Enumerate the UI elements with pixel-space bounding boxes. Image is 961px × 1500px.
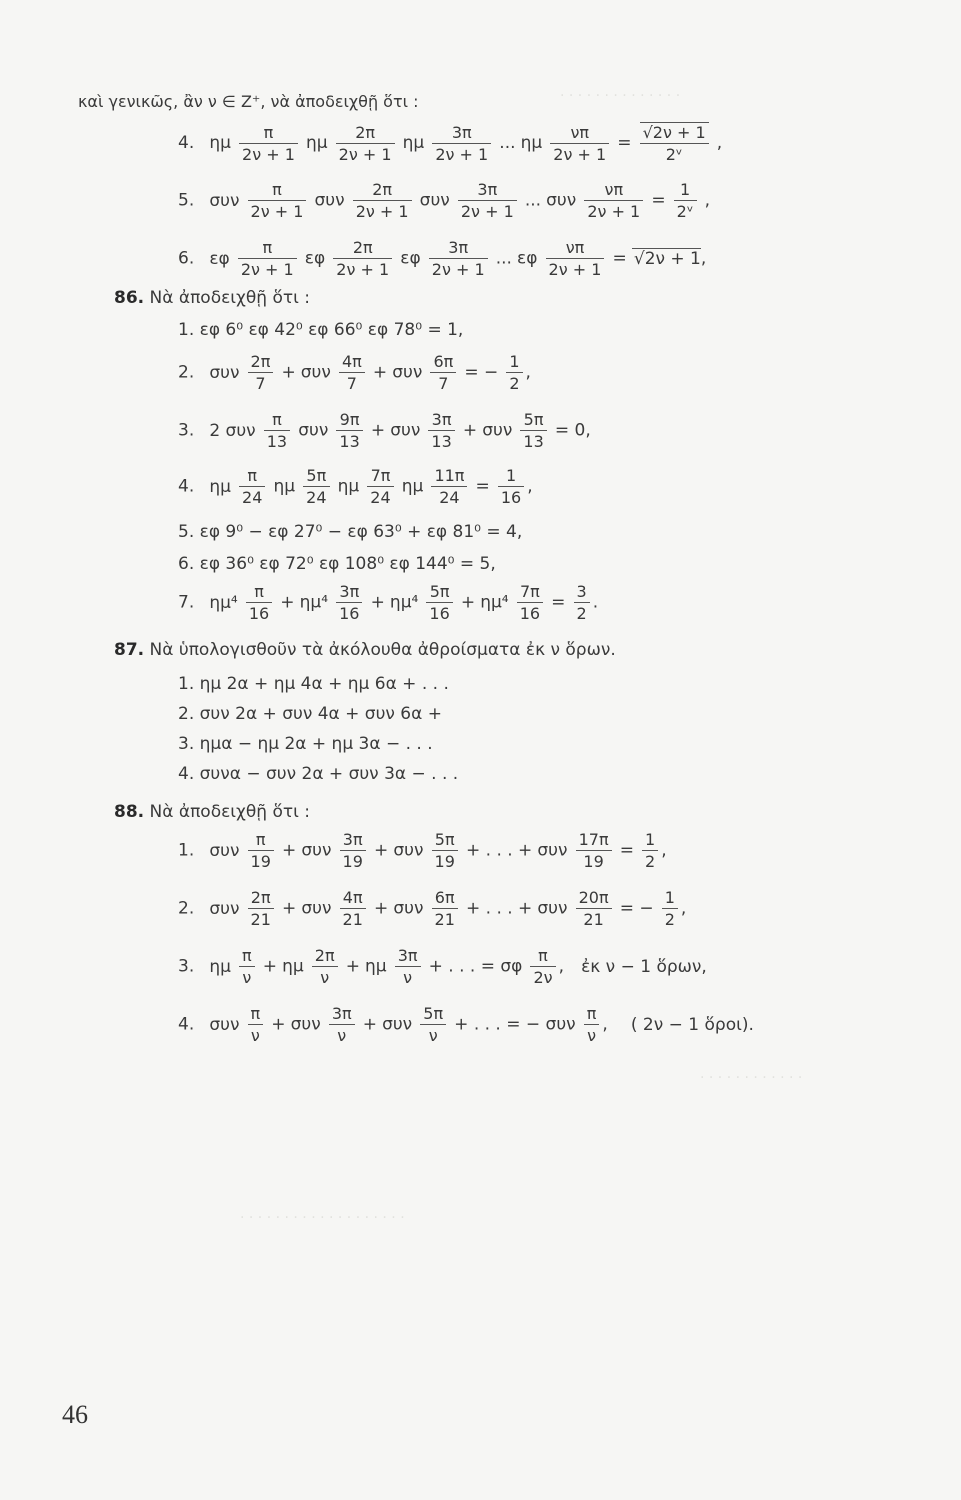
exercise-86-1: 1. εφ 6⁰ εφ 42⁰ εφ 66⁰ εφ 78⁰ = 1, [178,320,464,340]
exercise-87-3: 3. ημα − ημ 2α + ημ 3α − . . . [178,734,433,754]
fraction: $\frac{\pi}{2\nu + 1}$ [239,123,298,164]
exercise-85-5: 5. συν $\frac{\pi}{2\nu + 1}$ συν $\frac{2\pi}{2\nu + 1}$ συν $\frac{3\pi}{2\nu + 1}$ ... συν $\frac{\nu\pi}{2\nu + 1}$ = $\frac{1}{\text{2ᵛ}}$ , [178,180,711,221]
exercise-88-4: 4. συν $\frac{\pi}{\nu}$ + συν $\frac{3\pi}{\nu}$ + συν $\frac{5\pi}{\nu}$ + . . . = − συν $\frac{\pi}{\nu}$ , ( 2ν − 1 ὅροι). [178,1004,754,1045]
section-86-heading: 86. Νὰ ἀποδειχθῇ ὅτι : [114,288,310,308]
exercise-86-7: 7. ημ⁴ $\frac{\pi}{16}$ + ημ⁴ $\frac{3\pi}{16}$ + ημ⁴ $\frac{5\pi}{16}$ + ημ⁴ $\frac{7\pi}{16}$ = $\frac{3}{2}$ . [178,582,599,623]
fraction: $\frac{\nu\pi}{2\nu + 1}$ [550,123,609,164]
intro-line: καὶ γενικῶς, ἂν ν ∈ Z⁺, νὰ ἀποδειχθῇ ὅτι : [78,92,419,111]
section-88-heading: 88. Νὰ ἀποδειχθῇ ὅτι : [114,802,310,822]
fraction: $\frac{3\pi}{2\nu + 1}$ [432,123,491,164]
bleed-through-text: · · · · · · · · · · · · · · [560,88,681,104]
exercise-85-6: 6. εφ $\frac{\pi}{2\nu + 1}$ εφ $\frac{2\pi}{2\nu + 1}$ εφ $\frac{3\pi}{2\nu + 1}$ ... εφ $\frac{\nu\pi}{2\nu + 1}$ = √2ν + 1, [178,238,707,279]
item-number: 5. [178,190,195,211]
exercise-88-1: 1. συν $\frac{\pi}{19}$ + συν $\frac{3\pi}{19}$ + συν $\frac{5\pi}{19}$ + . . . + συν $\frac{17\pi}{19}$ = $\frac{1}{2}$ , [178,830,667,871]
bleed-through-text: · · · · · · · · · · · · · · · · · · · [240,1210,405,1226]
fraction: $\frac{2\pi}{2\nu + 1}$ [336,123,395,164]
exercise-86-4: 4. ημ $\frac{\pi}{24}$ ημ $\frac{5\pi}{24}$ ημ $\frac{7\pi}{24}$ ημ $\frac{11\pi}{24}$ = $\frac{1}{16}$ , [178,466,533,507]
exercise-85-4: 4. ημ $\frac{\pi}{2\nu + 1}$ ημ $\frac{2\pi}{2\nu + 1}$ ημ $\frac{3\pi}{2\nu + 1}$ ... ημ $\frac{\nu\pi}{2\nu + 1}$ = $\frac{√2\nu + 1}{\text{2ᵛ}}$ , [178,122,723,164]
exercise-88-3: 3. ημ $\frac{\pi}{\nu}$ + ημ $\frac{2\pi}{\nu}$ + ημ $\frac{3\pi}{\nu}$ + . . . = σφ $\frac{\pi}{2\nu}$ , ἐκ ν − 1 ὅρων, [178,946,707,987]
exercise-86-3: 3. 2 συν $\frac{\pi}{13}$ συν $\frac{9\pi}{13}$ + συν $\frac{3\pi}{13}$ + συν $\frac{5\pi}{13}$ = 0, [178,410,591,451]
item-number: 6. [178,248,195,269]
exercise-86-6: 6. εφ 36⁰ εφ 72⁰ εφ 108⁰ εφ 144⁰ = 5, [178,554,496,574]
exercise-88-2: 2. συν $\frac{2\pi}{21}$ + συν $\frac{4\pi}{21}$ + συν $\frac{6\pi}{21}$ + . . . + συν $\frac{20\pi}{21}$ = − $\frac{1}{2}$ , [178,888,687,929]
item-number: 4. [178,133,195,153]
exercise-86-2: 2. συν $\frac{2\pi}{7}$ + συν $\frac{4\pi}{7}$ + συν $\frac{6\pi}{7}$ = − $\frac{1}{2}$ , [178,352,531,393]
bleed-through-text: · · · · · · · · · · · · [700,1070,803,1086]
exercise-87-2: 2. συν 2α + συν 4α + συν 6α + [178,704,442,724]
exercise-86-5: 5. εφ 9⁰ − εφ 27⁰ − εφ 63⁰ + εφ 81⁰ = 4, [178,522,523,542]
result-fraction: $\frac{√2\nu + 1}{\text{2ᵛ}}$ [640,122,709,164]
exercise-87-1: 1. ημ 2α + ημ 4α + ημ 6α + . . . [178,674,449,694]
section-87-heading: 87. Νὰ ὑπολογισθοῦν τὰ ἀκόλουθα ἀθροίσματα ἐκ ν ὅρων. [114,640,616,660]
result-fraction: $\frac{1}{\text{2ᵛ}}$ [674,180,697,221]
page-number: 46 [62,1400,88,1429]
exercise-87-4: 4. συνα − συν 2α + συν 3α − . . . [178,764,459,784]
result-root: √2ν + 1 [633,249,701,269]
